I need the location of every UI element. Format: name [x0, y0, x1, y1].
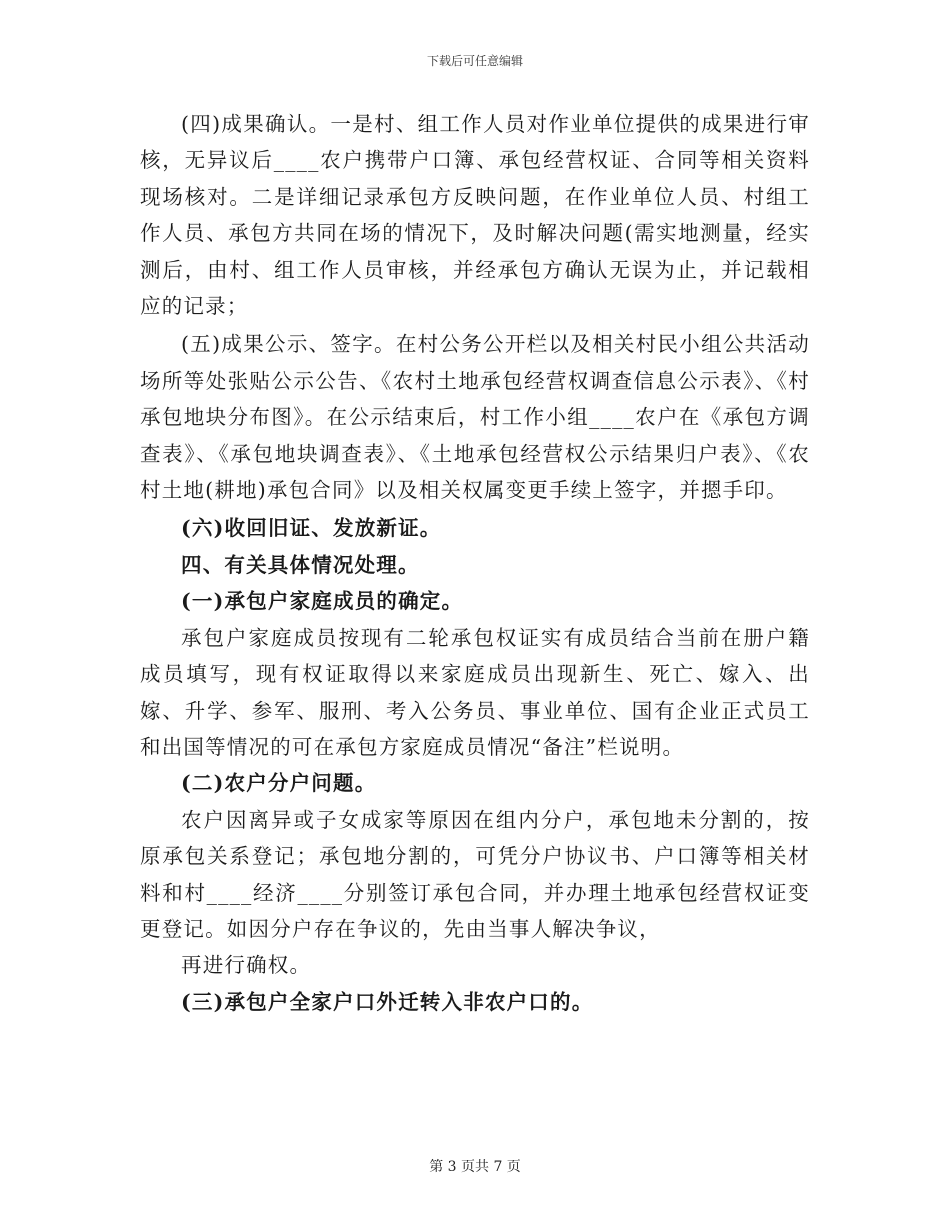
paragraph-household-split: 农户因离异或子女成家等原因在组内分户，承包地未分割的，按原承包关系登记；承包地分割的，可凭分户协议书、户口簿等相关材料和村____经济____分别签订承包合同，并办理土地承包经营权证变更登记。如因分户存在争议的，先由当事人解决争议，: [140, 807, 810, 941]
paragraph-results-publicity: (五)成果公示、签字。在村公务公开栏以及相关村民小组公共活动场所等处张贴公示公告、《农村土地承包经营权调查信息公示表》、《村承包地块分布图》。在公示结束后，村工作小组____农户在《承包方调查表》、《承包地块调查表》、《土地承包经营权公示结果归户表》、《农村土地(耕地)承包合同》以及相关权属变更手续上签字，并摁手印。: [140, 332, 810, 503]
paragraph-family-members: 承包户家庭成员按现有二轮承包权证实有成员结合当前在册户籍成员填写，现有权证取得以来家庭成员出现新生、死亡、嫁入、出嫁、升学、参军、服刑、考入公务员、事业单位、国有企业正式员工和出国等情况的可在承包方家庭成员情况“备注”栏说明。: [140, 625, 810, 759]
document-body: [140, 106, 810, 1020]
page-header: 下载后可任意编辑: [426, 54, 523, 68]
heading-recall-certificates: (六)收回旧证、发放新证。: [181, 516, 442, 541]
page-footer: 第 3 页共 7 页: [429, 1159, 521, 1175]
heading-household-split: (二)农户分户问题。: [181, 771, 377, 796]
paragraph-results-confirmation: (四)成果确认。一是村、组工作人员对作业单位提供的成果进行审核，无异议后____农户携带户口簿、承包经营权证、合同等相关资料现场核对。二是详细记录承包方反映问题，在作业单位人员、村组工作人员、承包方共同在场的情况下，及时解决问题(需实地测量，经实测后，由村、组工作人员审核，并经承包方确认无误为止，并记载相应的记录；: [140, 112, 810, 319]
heading-section-four: 四、有关具体情况处理。: [181, 552, 420, 577]
heading-family-members: (一)承包户家庭成员的确定。: [181, 589, 464, 614]
heading-household-relocation: (三)承包户全家户口外迁转入非农户口的。: [181, 989, 594, 1014]
paragraph-reconfirm: 再进行确权。: [181, 953, 312, 978]
